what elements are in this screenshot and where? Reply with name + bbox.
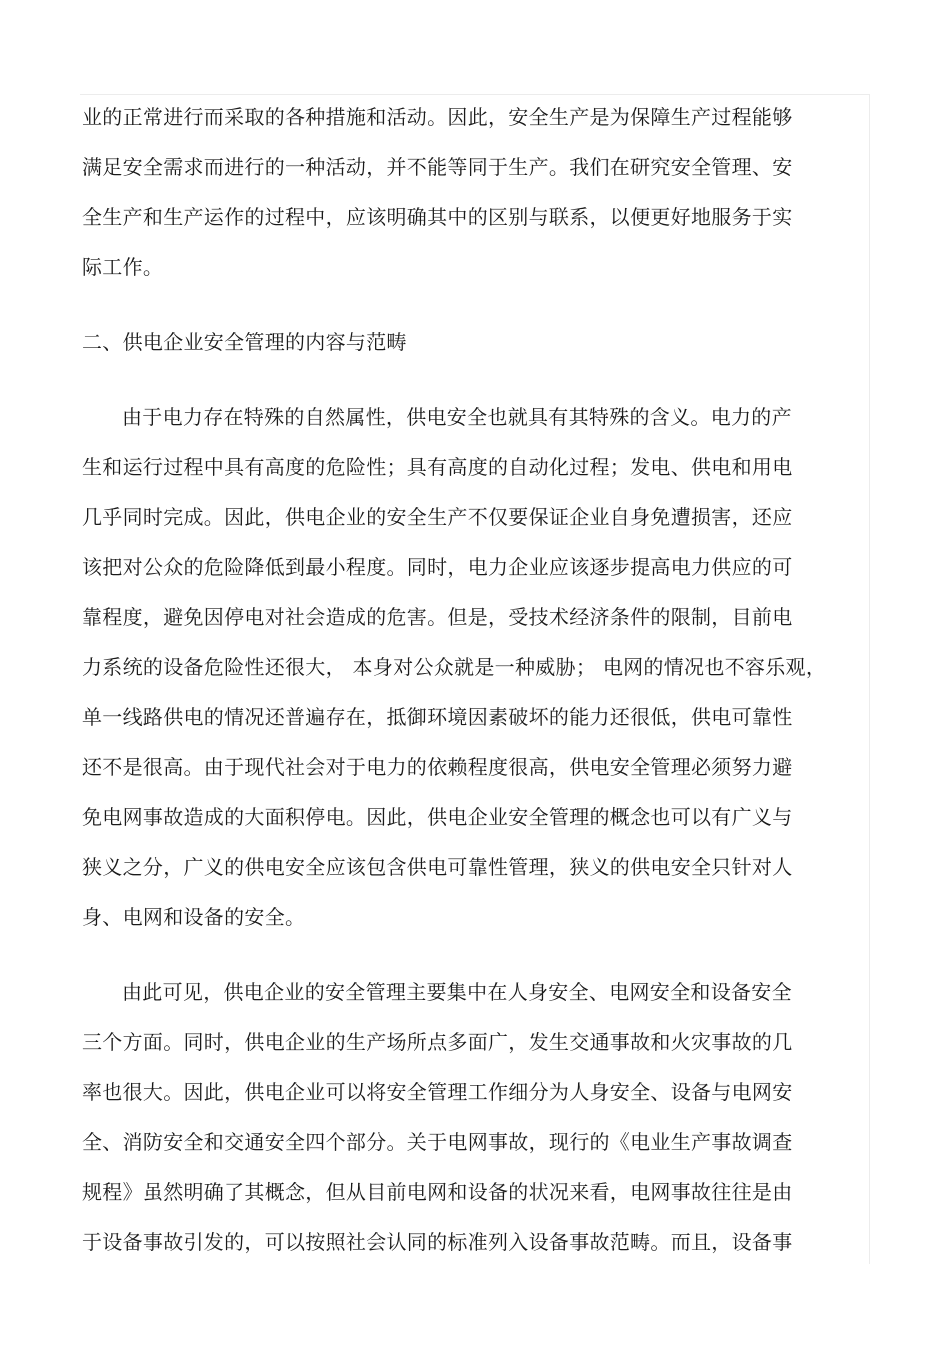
text-line: 业的正常进行而采取的各种措施和活动。因此，安全生产是为保障生产过程能够 xyxy=(82,105,793,129)
text-line: 满足安全需求而进行的一种活动，并不能等同于生产。我们在研究安全管理、安 xyxy=(82,155,793,179)
text-line: 由于电力存在特殊的自然属性，供电安全也就具有其特殊的含义。电力的产 xyxy=(122,405,792,429)
page-border-top xyxy=(80,94,870,95)
text-line: 生和运行过程中具有高度的危险性；具有高度的自动化过程；发电、供电和用电 xyxy=(82,455,793,479)
text-line: 全生产和生产运作的过程中，应该明确其中的区别与联系，以便更好地服务于实 xyxy=(82,205,793,229)
text-line: 免电网事故造成的大面积停电。因此，供电企业安全管理的概念也可以有广义与 xyxy=(82,805,793,829)
text-line: 狭义之分，广义的供电安全应该包含供电可靠性管理，狭义的供电安全只针对人 xyxy=(82,855,793,879)
text-line: 由此可见，供电企业的安全管理主要集中在人身安全、电网安全和设备安全 xyxy=(122,980,792,1004)
text-line: 全、消防安全和交通安全四个部分。关于电网事故，现行的《电业生产事故调查 xyxy=(82,1130,793,1154)
text-line: 力系统的设备危险性还很大， 本身对公众就是一种威胁； 电网的情况也不容乐观， xyxy=(82,655,827,679)
page-border-right xyxy=(869,94,870,1264)
text-line: 单一线路供电的情况还普遍存在，抵御环境因素破坏的能力还很低，供电可靠性 xyxy=(82,705,793,729)
text-line: 身、电网和设备的安全。 xyxy=(82,905,306,929)
text-line: 际工作。 xyxy=(82,255,164,279)
section-heading: 二、供电企业安全管理的内容与范畴 xyxy=(82,330,407,354)
text-line: 于设备事故引发的，可以按照社会认同的标准列入设备事故范畴。而且，设备事 xyxy=(82,1230,793,1254)
text-line: 该把对公众的危险降低到最小程度。同时，电力企业应该逐步提高电力供应的可 xyxy=(82,555,793,579)
text-line: 率也很大。因此，供电企业可以将安全管理工作细分为人身安全、设备与电网安 xyxy=(82,1080,793,1104)
text-line: 还不是很高。由于现代社会对于电力的依赖程度很高，供电安全管理必须努力避 xyxy=(82,755,793,779)
text-line: 三个方面。同时，供电企业的生产场所点多面广，发生交通事故和火灾事故的几 xyxy=(82,1030,793,1054)
text-line: 几乎同时完成。因此，供电企业的安全生产不仅要保证企业自身免遭损害，还应 xyxy=(82,505,793,529)
text-line: 靠程度，避免因停电对社会造成的危害。但是，受技术经济条件的限制，目前电 xyxy=(82,605,793,629)
text-line: 规程》虽然明确了其概念，但从目前电网和设备的状况来看，电网事故往往是由 xyxy=(82,1180,793,1204)
